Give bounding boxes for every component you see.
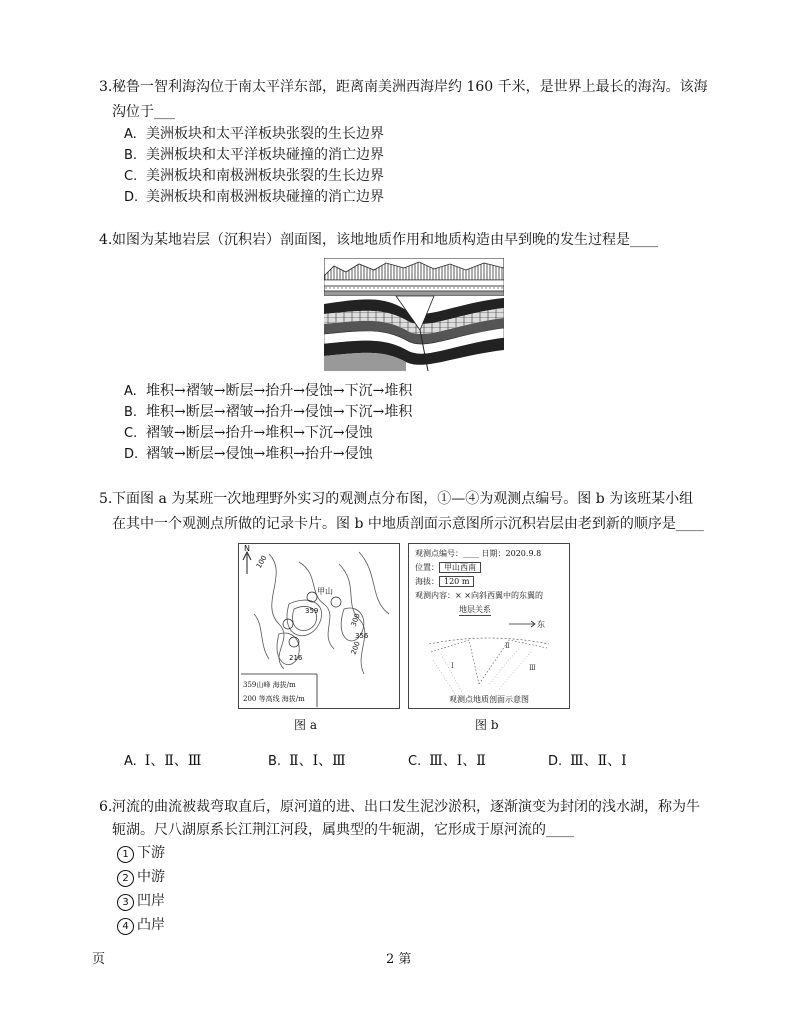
choice-item-4: 4 凸岸 xyxy=(117,914,165,935)
option-4b: B. 堆积→断层→褶皱→抬升→侵蚀→下沉→堆积 xyxy=(124,404,413,420)
svg-text:Ⅰ: Ⅰ xyxy=(451,662,454,670)
option-3b: B. 美洲板块和太平洋板块碰撞的消亡边界 xyxy=(124,147,384,163)
option-4d: D. 褶皱→断层→侵蚀→堆积→抬升→侵蚀 xyxy=(124,446,373,462)
choice-item-1: 1 下游 xyxy=(117,842,165,863)
question-stem-line-1: 秘鲁一智利海沟位于南太平洋东部，距离南美洲西海岸约 160 千米，是世界上最长的海沟。该海 xyxy=(112,79,708,95)
question-stem-line-1: 下面图 a 为某班一次地理野外实习的观测点分布图，①—④为观测点编号。图 b 为该班某小组 xyxy=(112,491,694,507)
question-number: 6. xyxy=(99,799,113,815)
circled-number-icon: 4 xyxy=(117,918,134,935)
card-row-3: 海拔： 120 m xyxy=(415,576,474,587)
option-5d: D. Ⅲ、Ⅱ、Ⅰ xyxy=(548,753,627,769)
question-5-line-2 xyxy=(112,513,712,536)
question-stem-line-1: 河流的曲流被裁弯取直后，原河道的进、出口发生泥沙淤积，逐渐演变为封闭的浅水湖，称为牛 xyxy=(112,799,700,815)
footer-page-suffix: 页 xyxy=(92,952,106,967)
option-5c: C. Ⅲ、Ⅰ、Ⅱ xyxy=(408,753,486,769)
option-5a: A. Ⅰ、Ⅱ、Ⅲ xyxy=(124,753,202,769)
peak-value: 359 xyxy=(305,607,319,615)
geologic-section-sketch xyxy=(409,544,569,708)
question-stem-line-1: 如图为某地岩层（沉积岩）剖面图，该地地质作用和地质构造由早到晚的发生过程是____ xyxy=(112,232,658,248)
card-row-4: 观测内容：× ×向斜西翼中的东翼的 xyxy=(415,591,543,600)
question-stem-line-2: 沟位于___ xyxy=(112,104,175,120)
footer-page-number: 2 第 xyxy=(386,952,412,967)
legend-contour: 200 等高线 海拔/m xyxy=(243,695,305,703)
legend-peak: 359山峰 海拔/m xyxy=(243,681,296,689)
question-6 xyxy=(99,796,712,819)
north-arrow-icon: N xyxy=(244,544,250,553)
place-label: 甲山 xyxy=(317,587,333,596)
option-3a: A. 美洲板块和太平洋板块张裂的生长边界 xyxy=(124,126,384,142)
card-row-5: 地层关系 xyxy=(459,605,491,614)
section-caption: 观测点地质剖面示意图 xyxy=(449,695,529,704)
question-stem-line-2: 在其中一个观测点所做的记录卡片。图 b 中地质剖面示意图所示沉积岩层由老到新的顺序是____ xyxy=(112,516,704,532)
direction-arrow-label: 东 xyxy=(537,620,545,629)
circled-number-icon: 3 xyxy=(117,894,134,911)
svg-text:Ⅲ: Ⅲ xyxy=(529,664,536,672)
question-6-line-2 xyxy=(112,819,712,842)
circled-number-icon: 2 xyxy=(117,870,134,887)
question-3 xyxy=(99,76,712,99)
question-number: 4. xyxy=(99,232,113,248)
contour-label: 200 xyxy=(349,640,362,656)
contour-label: 100 xyxy=(254,554,269,570)
card-row-2: 位置： 甲山西南 xyxy=(415,562,481,573)
peak-value: 216 xyxy=(289,654,303,662)
question-stem-line-2: 轭湖。尺八湖原系长江荆江河段，属典型的牛轭湖，它形成于原河流的____ xyxy=(112,822,574,838)
figure-a-caption: 图 a xyxy=(294,718,317,732)
question-4 xyxy=(99,229,712,252)
choice-item-2: 2 中游 xyxy=(117,866,165,887)
rock-strata-profile-figure xyxy=(324,258,504,371)
peak-value: 356 xyxy=(355,632,369,640)
option-3c: C. 美洲板块和南极洲板块张裂的生长边界 xyxy=(124,168,384,184)
figure-a-map xyxy=(238,543,400,709)
question-3-line-2 xyxy=(112,101,712,124)
question-number: 3. xyxy=(99,79,113,95)
figure-b-record-card xyxy=(408,543,570,709)
option-4a: A. 堆积→褶皱→断层→抬升→侵蚀→下沉→堆积 xyxy=(124,383,413,399)
figure-b-caption: 图 b xyxy=(475,718,499,732)
option-4c: C. 褶皱→断层→抬升→堆积→下沉→侵蚀 xyxy=(124,425,373,441)
choice-item-3: 3 凹岸 xyxy=(117,890,165,911)
option-5b: B. Ⅱ、Ⅰ、Ⅲ xyxy=(268,753,346,769)
contour-label: 300 xyxy=(349,612,362,628)
circled-number-icon: 1 xyxy=(117,846,134,863)
question-5 xyxy=(99,488,712,511)
card-row-1: 观测点编号：____ 日期：2020.9.8 xyxy=(415,549,542,558)
question-number: 5. xyxy=(99,491,113,507)
svg-text:Ⅱ: Ⅱ xyxy=(505,642,510,650)
option-3d: D. 美洲板块和南极洲板块碰撞的消亡边界 xyxy=(124,189,384,205)
